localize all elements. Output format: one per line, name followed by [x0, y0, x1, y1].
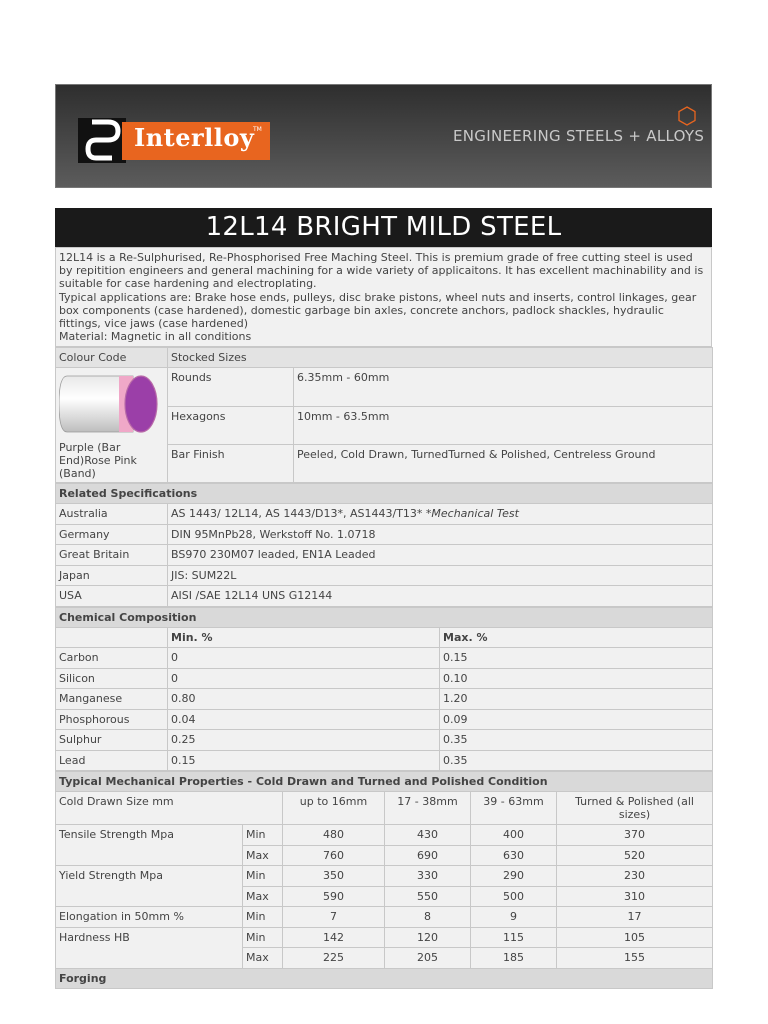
mech-value: 550 [385, 886, 471, 907]
chemical-composition-table [55, 607, 713, 772]
intro-table [55, 247, 712, 347]
mech-min-label: Min [243, 866, 283, 887]
chem-min: 0.04 [168, 709, 440, 730]
chem-max: 0.09 [440, 709, 713, 730]
mech-min-label: Min [243, 825, 283, 846]
mech-col-polished: Turned & Polished (all sizes) [557, 792, 713, 825]
spec-value-text: AS 1443/ 12L14, AS 1443/D13*, AS1443/T13* [171, 507, 426, 521]
applications-text: Typical applications are: Brake hose ends, pulleys, disc brake pistons, wheel nuts and inserts, control linkages, gear box components (case hardened), domestic garbage bin axles, concrete anchors, padlock shackles, hydraulic fittings, vice jaws (case hardened) [59, 290, 697, 331]
mech-col-size: Cold Drawn Size mm [56, 792, 283, 825]
stocked-row-value: 10mm - 63.5mm [294, 406, 713, 444]
chem-header-blank [56, 627, 168, 648]
chem-element: Phosphorous [56, 709, 168, 730]
chem-max: 0.35 [440, 730, 713, 751]
mech-property: Tensile Strength Mpa [56, 825, 243, 866]
stocked-row-value: Peeled, Cold Drawn, TurnedTurned & Polished, Centreless Ground [294, 445, 713, 483]
chem-max: 0.10 [440, 668, 713, 689]
mech-max-label: Max [243, 948, 283, 969]
mech-value: 370 [557, 825, 713, 846]
logo-text: Interlloy [134, 123, 255, 152]
chem-max: 1.20 [440, 689, 713, 710]
mech-value: 7 [283, 907, 385, 928]
mech-value: 225 [283, 948, 385, 969]
chemical-heading: Chemical Composition [56, 607, 713, 627]
chem-min: 0.15 [168, 750, 440, 771]
mech-col-16: up to 16mm [283, 792, 385, 825]
mech-min-label: Min [243, 927, 283, 948]
stocked-row-name: Rounds [168, 368, 294, 406]
mech-value: 9 [471, 907, 557, 928]
mech-min-label: Min [243, 907, 283, 928]
mechanical-properties-table [55, 771, 713, 989]
mech-max-label: Max [243, 845, 283, 866]
mech-value: 630 [471, 845, 557, 866]
intro-cell [56, 248, 712, 347]
mech-col-38: 17 - 38mm [385, 792, 471, 825]
chem-min: 0 [168, 648, 440, 669]
mech-value: 105 [557, 927, 713, 948]
mech-value: 480 [283, 825, 385, 846]
page-title: 12L14 BRIGHT MILD STEEL [55, 208, 712, 247]
chem-max: 0.35 [440, 750, 713, 771]
stocked-row-name: Bar Finish [168, 445, 294, 483]
data-sheet [55, 208, 712, 989]
spec-value: JIS: SUM22L [168, 565, 713, 586]
forging-heading: Forging [56, 968, 713, 988]
mech-value: 120 [385, 927, 471, 948]
stocked-row-name: Hexagons [168, 406, 294, 444]
chem-element: Sulphur [56, 730, 168, 751]
mech-property: Hardness HB [56, 927, 243, 968]
spec-value: DIN 95MnPb28, Werkstoff No. 1.0718 [168, 524, 713, 545]
spec-value: AISI /SAE 12L14 UNS G12144 [168, 586, 713, 607]
chem-max-header: Max. % [440, 627, 713, 648]
mech-value: 185 [471, 948, 557, 969]
colour-sizes-table [55, 347, 713, 483]
mech-value: 400 [471, 825, 557, 846]
mech-value: 310 [557, 886, 713, 907]
chem-element: Manganese [56, 689, 168, 710]
chem-max: 0.15 [440, 648, 713, 669]
mech-value: 8 [385, 907, 471, 928]
hexagon-icon [677, 106, 697, 126]
mech-value: 155 [557, 948, 713, 969]
mech-max-label: Max [243, 886, 283, 907]
material-text: Material: Magnetic in all conditions [59, 330, 252, 344]
mech-value: 520 [557, 845, 713, 866]
mech-value: 350 [283, 866, 385, 887]
chem-min: 0.25 [168, 730, 440, 751]
chem-element: Carbon [56, 648, 168, 669]
mech-value: 430 [385, 825, 471, 846]
mech-value: 760 [283, 845, 385, 866]
specifications-heading: Related Specifications [56, 484, 713, 504]
mech-value: 205 [385, 948, 471, 969]
spec-country: Australia [56, 504, 168, 525]
page-header [55, 84, 712, 188]
mech-value: 17 [557, 907, 713, 928]
mech-value: 500 [471, 886, 557, 907]
tagline: ENGINEERING STEELS + ALLOYS [453, 127, 705, 145]
colour-code-value: Purple (Bar End)Rose Pink (Band) [59, 441, 137, 481]
mech-property: Yield Strength Mpa [56, 866, 243, 907]
colour-code-cell [56, 368, 168, 483]
chem-element: Lead [56, 750, 168, 771]
chem-min: 0 [168, 668, 440, 689]
mech-value: 590 [283, 886, 385, 907]
bar-colour-icon [59, 370, 159, 436]
stocked-row-value: 6.35mm - 60mm [294, 368, 713, 406]
spec-country: Japan [56, 565, 168, 586]
stocked-sizes-label: Stocked Sizes [168, 348, 713, 368]
mech-value: 115 [471, 927, 557, 948]
mech-col-63: 39 - 63mm [471, 792, 557, 825]
mech-property: Elongation in 50mm % [56, 907, 243, 928]
chem-element: Silicon [56, 668, 168, 689]
specifications-table [55, 483, 713, 607]
chem-min-header: Min. % [168, 627, 440, 648]
spec-value: BS970 230M07 leaded, EN1A Leaded [168, 545, 713, 566]
mech-value: 142 [283, 927, 385, 948]
colour-code-label: Colour Code [56, 348, 168, 368]
spec-country: Germany [56, 524, 168, 545]
mech-value: 290 [471, 866, 557, 887]
logo-mark-icon [78, 118, 126, 163]
spec-country: USA [56, 586, 168, 607]
mechanical-heading: Typical Mechanical Properties - Cold Drawn and Turned and Polished Condition [56, 772, 713, 792]
spec-note: *Mechanical Test [425, 507, 519, 521]
spec-value [168, 504, 713, 525]
trademark-mark: TM [253, 126, 262, 133]
mech-value: 690 [385, 845, 471, 866]
chem-min: 0.80 [168, 689, 440, 710]
mech-value: 330 [385, 866, 471, 887]
spec-country: Great Britain [56, 545, 168, 566]
description-text: 12L14 is a Re-Sulphurised, Re-Phosphorised Free Maching Steel. This is premium grade of free cutting steel is used by repitition engineers and general machining for a wide variety of applicaitons. It has excellent machinability and is suitable for case hardening and electroplating. [59, 251, 704, 291]
mech-value: 230 [557, 866, 713, 887]
